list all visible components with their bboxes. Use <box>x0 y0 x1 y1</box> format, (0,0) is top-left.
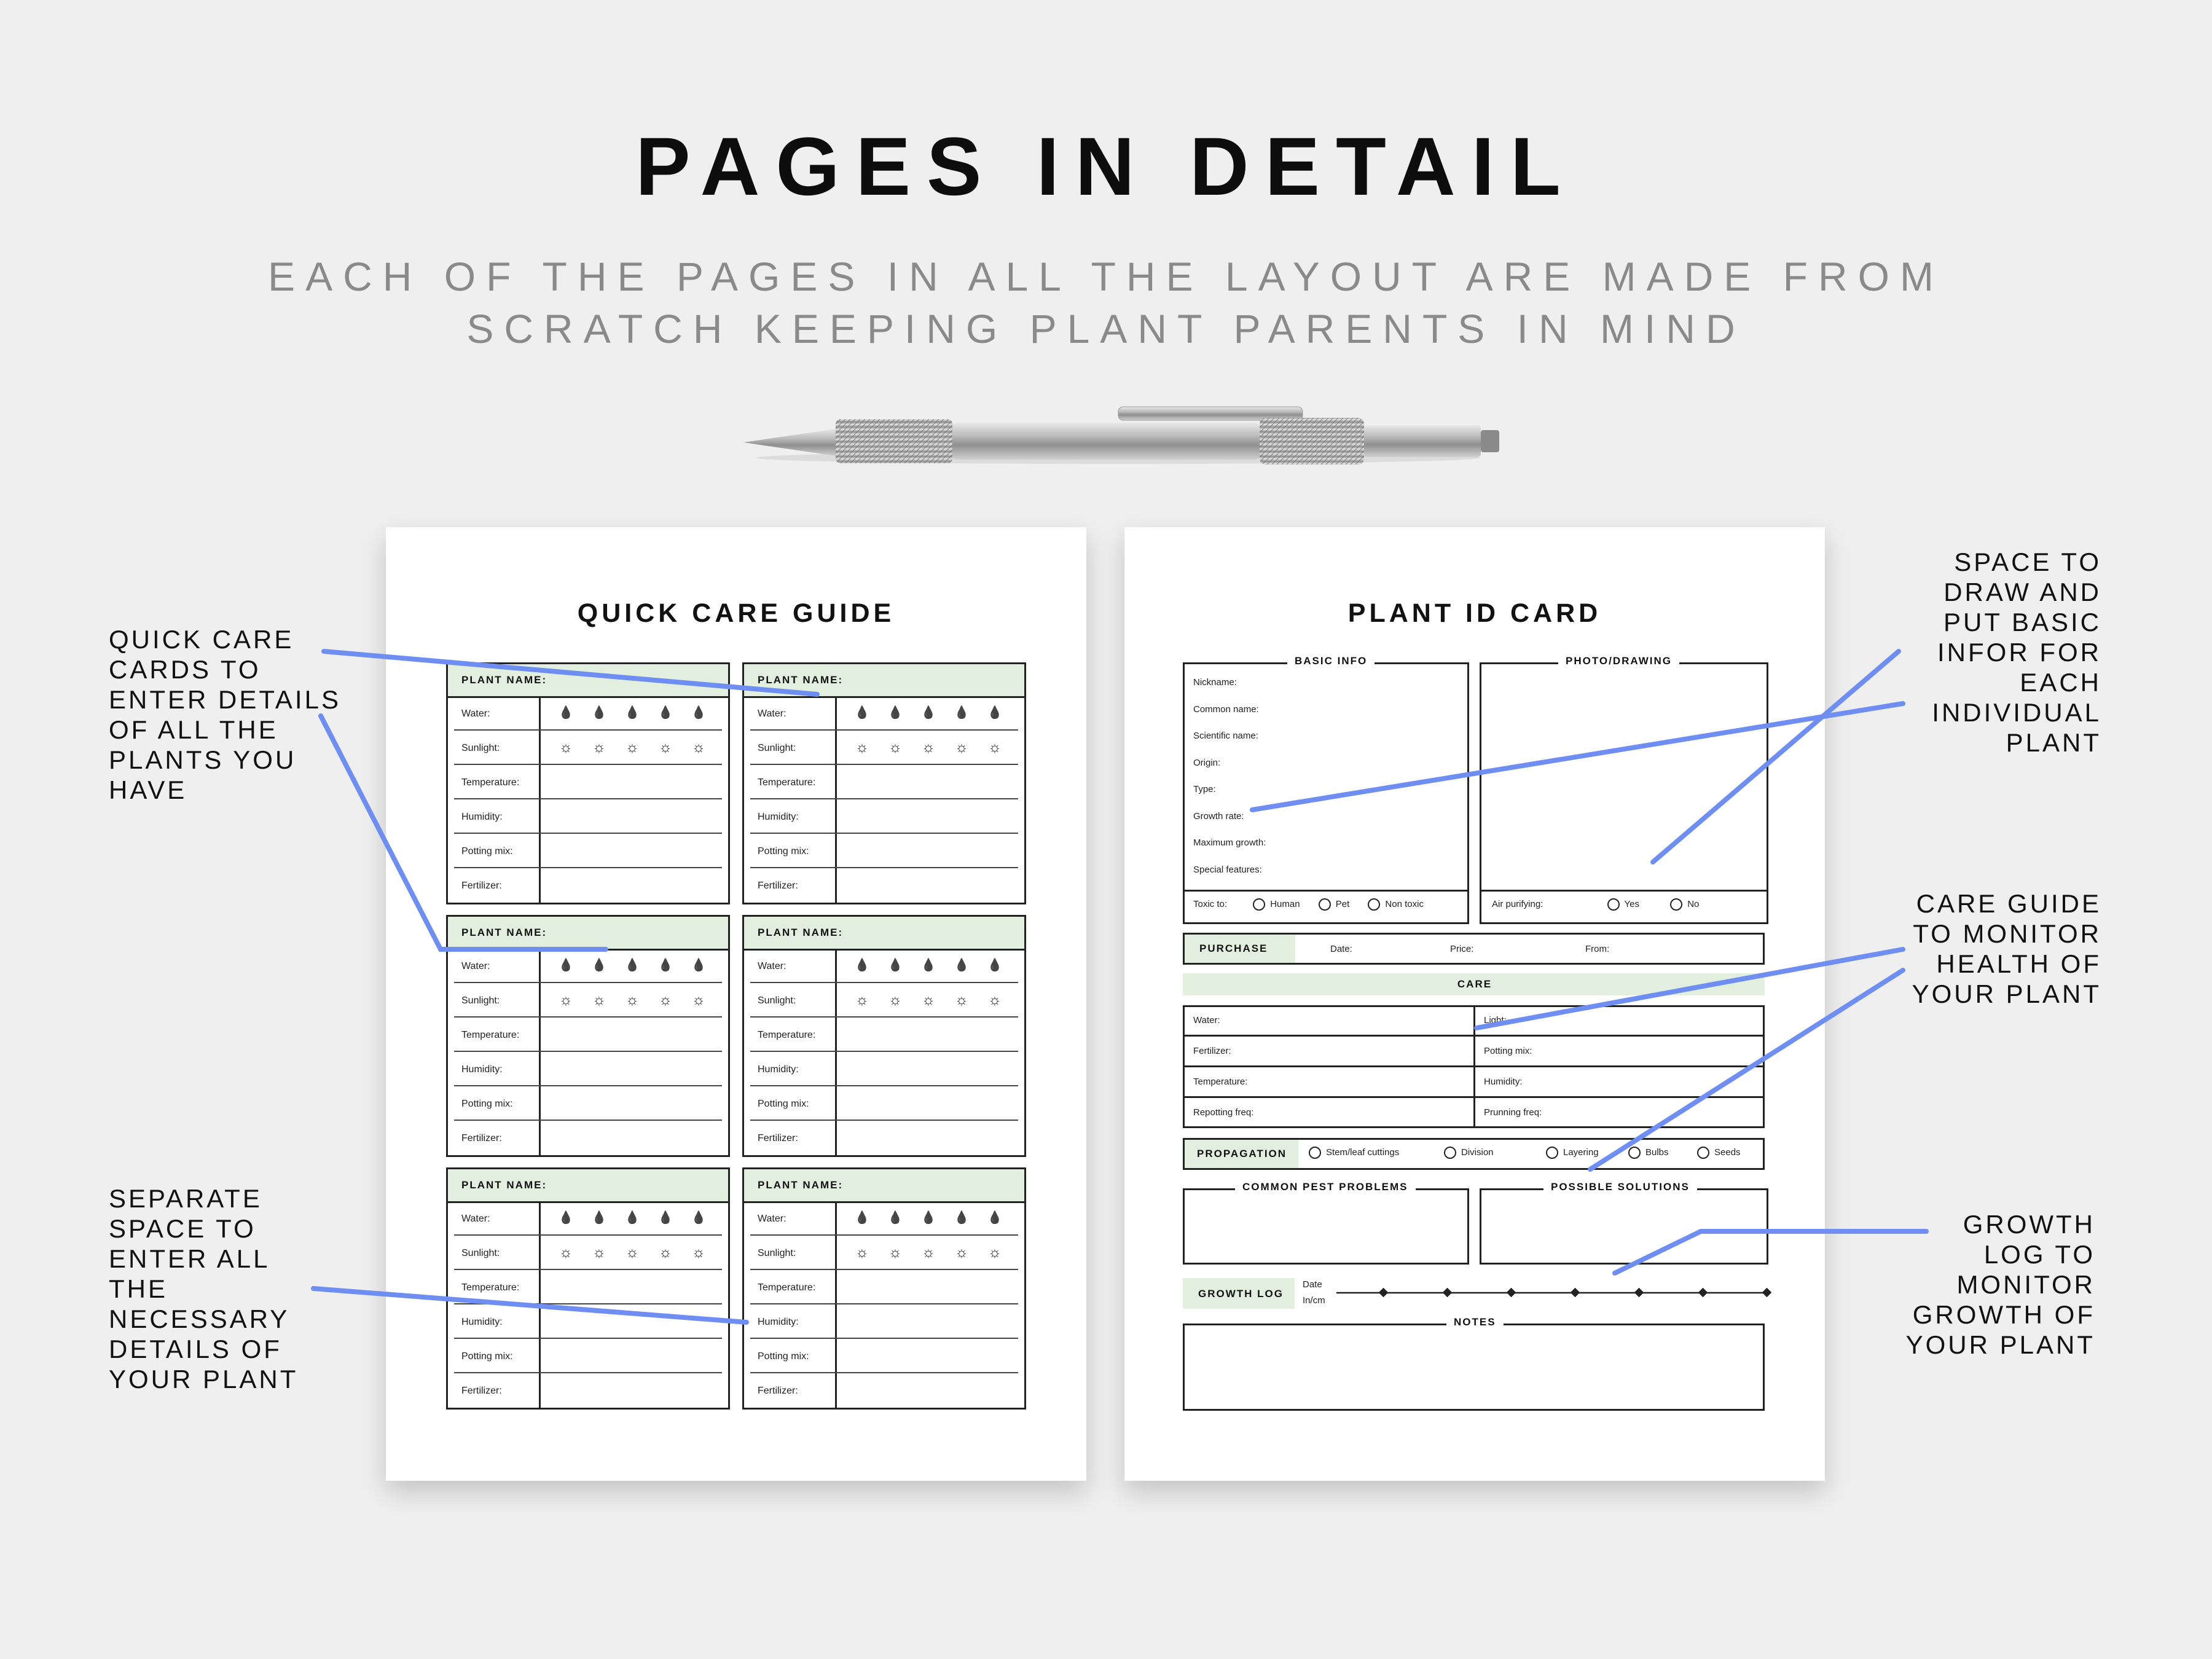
sun-icon[interactable]: ☼ <box>626 739 639 756</box>
care-row-label: Temperature: <box>461 777 520 788</box>
water-drop-icon[interactable]: 💧 <box>854 959 870 972</box>
water-drop-icon[interactable]: 💧 <box>558 706 574 720</box>
plant-id-title: PLANT ID CARD <box>1347 598 1602 628</box>
water-drop-icon[interactable]: 💧 <box>591 1211 607 1225</box>
sun-icon[interactable]: ☼ <box>855 739 869 756</box>
basic-info-field[interactable]: Maximum growth: <box>1193 837 1266 848</box>
sun-icon[interactable]: ☼ <box>592 739 606 756</box>
annotation-line: SPACE TO <box>109 1214 256 1243</box>
water-drop-icon[interactable]: 💧 <box>987 959 1003 972</box>
water-drop-icon[interactable]: 💧 <box>887 1211 903 1225</box>
sun-icon[interactable]: ☼ <box>559 992 573 1008</box>
care-row-label: Potting mix: <box>461 1351 513 1362</box>
sun-icon[interactable]: ☼ <box>692 992 705 1008</box>
annotation-line: CARE GUIDE <box>1916 889 2101 918</box>
annotation-line: MONITOR <box>1956 1270 2095 1299</box>
water-drop-icon[interactable]: 💧 <box>591 706 607 720</box>
water-drop-icon[interactable]: 💧 <box>657 706 673 720</box>
care-row-label: Sunlight: <box>461 743 500 753</box>
care-row-label: Humidity: <box>758 1317 799 1327</box>
annotation-line: PUT BASIC <box>1943 608 2101 637</box>
care-row-label: Potting mix: <box>461 846 513 857</box>
water-drop-icon[interactable]: 💧 <box>624 706 640 720</box>
sun-icon[interactable]: ☼ <box>955 992 968 1008</box>
toxic-human-label: Human <box>1270 898 1300 909</box>
care-field[interactable]: Light: <box>1484 1015 1507 1026</box>
growth-log-label: GROWTH LOG <box>1198 1288 1284 1300</box>
care-row-label: Water: <box>758 1214 786 1224</box>
care-row-label: Potting mix: <box>461 1099 513 1109</box>
water-drop-icon[interactable]: 💧 <box>954 706 970 720</box>
care-field[interactable]: Humidity: <box>1484 1077 1523 1087</box>
care-row-label: Water: <box>758 708 786 719</box>
basic-info-field[interactable]: Type: <box>1193 784 1216 794</box>
water-drop-icon[interactable]: 💧 <box>887 706 903 720</box>
water-drop-icon[interactable]: 💧 <box>854 706 870 720</box>
sun-icon[interactable]: ☼ <box>592 992 606 1008</box>
sun-icon[interactable]: ☼ <box>659 992 672 1008</box>
water-drop-icon[interactable]: 💧 <box>624 1211 640 1225</box>
possible-solutions-header: POSSIBLE SOLUTIONS <box>1543 1181 1697 1193</box>
care-row-label: Fertilizer: <box>461 880 502 891</box>
basic-info-field[interactable]: Growth rate: <box>1193 810 1244 822</box>
care-row-label: Water: <box>758 961 786 971</box>
annotation-line: PLANT <box>2006 728 2101 757</box>
sun-icon[interactable]: ☼ <box>988 992 1002 1008</box>
page-title: PAGES IN DETAIL <box>635 121 1577 213</box>
propagation-option-label: Bulbs <box>1645 1147 1669 1158</box>
propagation-option-label: Seeds <box>1714 1147 1741 1158</box>
basic-info-field[interactable]: Special features: <box>1193 864 1262 875</box>
care-row-label: Fertilizer: <box>758 1386 798 1396</box>
plant-name-label: PLANT NAME: <box>758 1179 844 1191</box>
care-row-label: Potting mix: <box>758 1099 809 1109</box>
quick-care-title: QUICK CARE GUIDE <box>577 598 895 628</box>
annotation-line: SPACE TO <box>1954 547 2101 576</box>
care-row-label: Fertilizer: <box>758 880 798 891</box>
annotation-line: SEPARATE <box>109 1184 262 1213</box>
care-row-label: Temperature: <box>461 1030 520 1040</box>
water-drop-icon[interactable]: 💧 <box>954 1211 970 1225</box>
care-row-label: Water: <box>461 708 490 719</box>
water-drop-icon[interactable]: 💧 <box>920 1211 936 1225</box>
water-drop-icon[interactable]: 💧 <box>920 959 936 972</box>
sun-icon[interactable]: ☼ <box>659 739 672 756</box>
care-row-label: Humidity: <box>758 812 799 822</box>
sun-icon[interactable]: ☼ <box>692 1244 705 1261</box>
water-drop-icon[interactable]: 💧 <box>657 959 673 972</box>
sun-icon[interactable]: ☼ <box>922 739 935 756</box>
annotation-line: GROWTH OF <box>1912 1300 2095 1329</box>
photo-drawing-header: PHOTO/DRAWING <box>1558 655 1679 667</box>
annotation-line: YOUR PLANT <box>109 1365 299 1394</box>
care-row-label: Potting mix: <box>758 1351 809 1362</box>
annotation-line: LOG TO <box>1983 1240 2095 1269</box>
sun-icon[interactable]: ☼ <box>955 739 968 756</box>
subtitle-line-1: EACH OF THE PAGES IN ALL THE LAYOUT ARE MADE FROM <box>268 254 1944 299</box>
care-field[interactable]: Water: <box>1193 1015 1220 1026</box>
water-drop-icon[interactable]: 💧 <box>558 959 574 972</box>
sun-icon[interactable]: ☼ <box>922 1244 935 1261</box>
water-drop-icon[interactable]: 💧 <box>591 959 607 972</box>
sun-icon[interactable]: ☼ <box>626 992 639 1008</box>
annotation-line: YOUR PLANT <box>1912 979 2101 1008</box>
care-header: CARE <box>1457 978 1492 990</box>
sun-icon[interactable]: ☼ <box>855 1244 869 1261</box>
annotation-line: DETAILS OF <box>109 1335 282 1363</box>
purchase-date-label: Date: <box>1330 944 1352 954</box>
sun-icon[interactable]: ☼ <box>888 739 902 756</box>
water-drop-icon[interactable]: 💧 <box>920 706 936 720</box>
basic-info-field[interactable]: Nickname: <box>1193 677 1237 688</box>
plant-name-label: PLANT NAME: <box>461 1179 547 1191</box>
basic-info-field[interactable]: Scientific name: <box>1193 731 1258 741</box>
care-row-label: Fertilizer: <box>461 1386 502 1396</box>
plant-name-label: PLANT NAME: <box>758 674 844 686</box>
water-drop-icon[interactable]: 💧 <box>691 706 707 720</box>
air-purifying-label: Air purifying: <box>1492 898 1543 909</box>
propagation-label: PROPAGATION <box>1197 1148 1287 1159</box>
purchase-from-label: From: <box>1585 944 1610 954</box>
annotation-line: ENTER DETAILS <box>109 685 341 714</box>
water-drop-icon[interactable]: 💧 <box>954 959 970 972</box>
care-row-label: Temperature: <box>461 1282 520 1293</box>
growth-log-date-label: Date <box>1303 1279 1322 1290</box>
water-drop-icon[interactable]: 💧 <box>987 706 1003 720</box>
propagation-option-label: Division <box>1461 1147 1494 1158</box>
care-row-label: Sunlight: <box>758 1248 796 1258</box>
sun-icon[interactable]: ☼ <box>626 1244 639 1261</box>
care-row-label: Humidity: <box>461 1317 503 1327</box>
growth-log-unit-label: In/cm <box>1303 1295 1325 1306</box>
care-row-label: Humidity: <box>461 1064 503 1075</box>
care-row-label: Humidity: <box>461 812 503 822</box>
care-row-label: Sunlight: <box>461 995 500 1006</box>
care-field[interactable]: Fertilizer: <box>1193 1046 1231 1056</box>
toxic-none-label: Non toxic <box>1385 898 1424 909</box>
annotation-line: GROWTH <box>1963 1210 2095 1239</box>
propagation-option-label: Stem/leaf cuttings <box>1326 1147 1400 1158</box>
water-drop-icon[interactable]: 💧 <box>691 959 707 972</box>
care-row-label: Water: <box>461 1214 490 1224</box>
propagation-option-label: Layering <box>1563 1147 1599 1158</box>
sun-icon[interactable]: ☼ <box>888 992 902 1008</box>
annotation-line: DRAW AND <box>1943 578 2101 606</box>
sun-icon[interactable]: ☼ <box>988 739 1002 756</box>
annotation-line: HEALTH OF <box>1936 949 2101 978</box>
sun-icon[interactable]: ☼ <box>922 992 935 1008</box>
care-field[interactable]: Temperature: <box>1193 1077 1248 1087</box>
care-row-label: Temperature: <box>758 777 816 788</box>
plant-name-label: PLANT NAME: <box>461 674 547 686</box>
care-field[interactable]: Prunning freq: <box>1484 1107 1542 1118</box>
care-row-label: Potting mix: <box>758 846 809 857</box>
annotation-line: ENTER ALL <box>109 1244 270 1273</box>
water-drop-icon[interactable]: 💧 <box>987 1211 1003 1225</box>
sun-icon[interactable]: ☼ <box>988 1244 1002 1261</box>
annotation-line: YOUR PLANT <box>1905 1330 2095 1359</box>
sun-icon[interactable]: ☼ <box>559 1244 573 1261</box>
sun-icon[interactable]: ☼ <box>659 1244 672 1261</box>
purchase-label: PURCHASE <box>1199 943 1268 954</box>
annotation-line: OF ALL THE <box>109 715 278 744</box>
care-row-label: Fertilizer: <box>461 1133 502 1143</box>
air-yes-label: Yes <box>1624 898 1640 909</box>
sun-icon[interactable]: ☼ <box>955 1244 968 1261</box>
care-row-label: Sunlight: <box>758 743 796 753</box>
notes-header: NOTES <box>1446 1316 1504 1328</box>
care-row-label: Fertilizer: <box>758 1133 798 1143</box>
care-row-label: Water: <box>461 961 490 971</box>
water-drop-icon[interactable]: 💧 <box>691 1211 707 1225</box>
care-row-label: Sunlight: <box>758 995 796 1006</box>
basic-info-header: BASIC INFO <box>1287 655 1375 667</box>
toxic-pet-label: Pet <box>1335 898 1350 909</box>
care-row-label: Temperature: <box>758 1030 816 1040</box>
water-drop-icon[interactable]: 💧 <box>558 1211 574 1225</box>
purchase-price-label: Price: <box>1450 944 1474 954</box>
care-row-label: Temperature: <box>758 1282 816 1293</box>
annotation-line: HAVE <box>109 775 187 804</box>
sun-icon[interactable]: ☼ <box>692 739 705 756</box>
basic-info-field[interactable]: Common name: <box>1193 704 1259 715</box>
plant-name-label: PLANT NAME: <box>758 927 844 938</box>
water-drop-icon[interactable]: 💧 <box>854 1211 870 1225</box>
sun-icon[interactable]: ☼ <box>592 1244 606 1261</box>
water-drop-icon[interactable]: 💧 <box>657 1211 673 1225</box>
basic-info-field[interactable]: Origin: <box>1193 757 1221 768</box>
pest-problems-header: COMMON PEST PROBLEMS <box>1235 1181 1416 1193</box>
subtitle-line-2: SCRATCH KEEPING PLANT PARENTS IN MIND <box>466 306 1746 351</box>
water-drop-icon[interactable]: 💧 <box>624 959 640 972</box>
annotation-line: TO MONITOR <box>1913 919 2101 948</box>
water-drop-icon[interactable]: 💧 <box>887 959 903 972</box>
sun-icon[interactable]: ☼ <box>559 739 573 756</box>
annotation-line: INDIVIDUAL <box>1932 698 2101 727</box>
annotation-line: INFOR FOR <box>1937 638 2101 667</box>
annotation-line: NECESSARY <box>109 1304 290 1333</box>
sun-icon[interactable]: ☼ <box>888 1244 902 1261</box>
care-field[interactable]: Repotting freq: <box>1193 1107 1254 1118</box>
plant-name-label: PLANT NAME: <box>461 927 547 938</box>
care-field[interactable]: Potting mix: <box>1484 1046 1532 1056</box>
care-row-label: Humidity: <box>758 1064 799 1075</box>
annotation-line: CARDS TO <box>109 655 261 684</box>
sun-icon[interactable]: ☼ <box>855 992 869 1008</box>
air-no-label: No <box>1687 898 1700 909</box>
annotation-line: THE <box>109 1274 168 1303</box>
annotation-line: PLANTS YOU <box>109 745 297 774</box>
toxic-label: Toxic to: <box>1193 898 1228 909</box>
annotation-line: EACH <box>2020 668 2101 697</box>
care-row-label: Sunlight: <box>461 1248 500 1258</box>
annotation-line: QUICK CARE <box>109 625 294 654</box>
